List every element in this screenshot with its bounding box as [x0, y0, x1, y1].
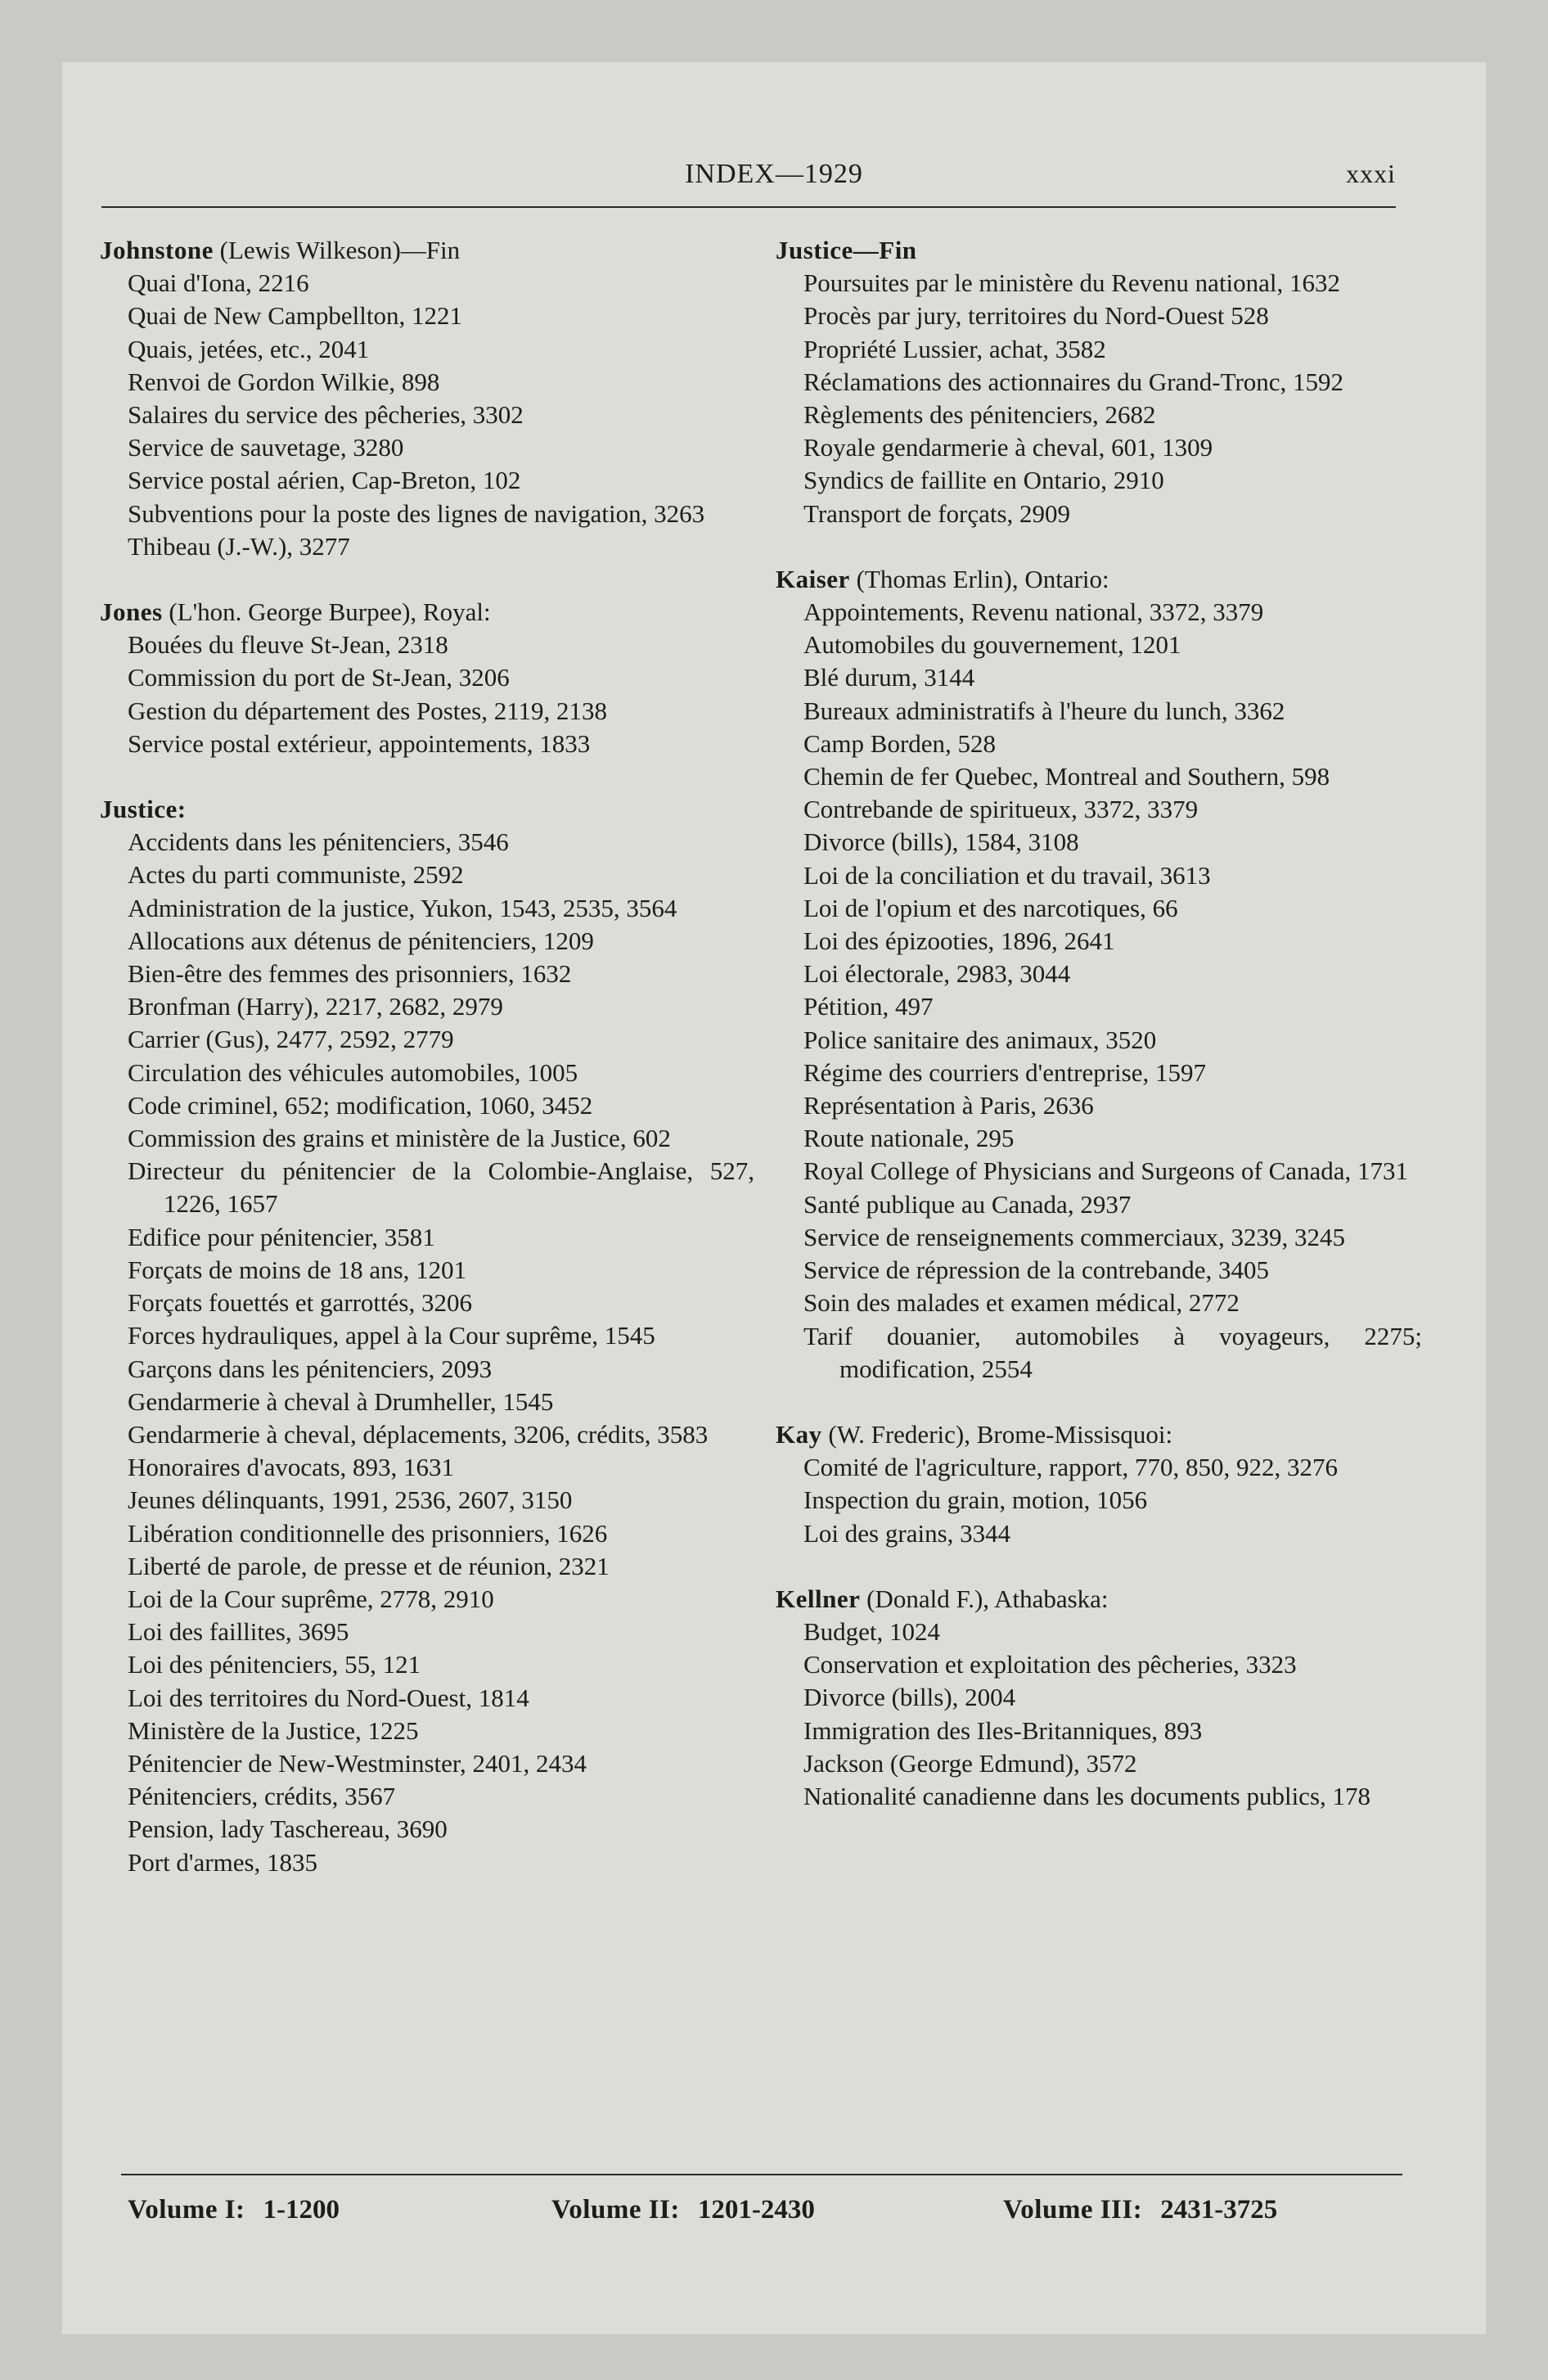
- subentry: Nationalité canadienne dans les documents publics, 178: [803, 1781, 1371, 1810]
- subentry: Réclamations des actionnaires du Grand-Tronc, 1592: [803, 367, 1344, 396]
- subentry: Bouées du fleuve St-Jean, 2318: [128, 630, 448, 660]
- index-entry: [776, 1583, 1422, 1813]
- subentry: Transport de forçats, 2909: [803, 498, 1071, 528]
- index-entry: [100, 234, 754, 563]
- subentry: Conservation et exploitation des pêcheries, 3323: [803, 1650, 1297, 1679]
- page-number: xxxi: [1346, 159, 1396, 188]
- subentry: Budget, 1024: [803, 1616, 941, 1646]
- page: [62, 62, 1486, 2334]
- index-entry: [100, 596, 754, 760]
- footer-rule: [121, 2174, 1402, 2175]
- subentry: Liberté de parole, de presse et de réunion, 2321: [128, 1551, 610, 1580]
- subentry: Loi de l'opium et des narcotiques, 66: [803, 893, 1178, 922]
- entry-detail: (Donald F.), Athabaska:: [860, 1584, 1109, 1613]
- volume-1: [128, 2195, 340, 2225]
- entry-subitems: [100, 629, 754, 760]
- subentry: Tarif douanier, automobiles à voyageurs, 2275; modification, 2554: [803, 1321, 1422, 1383]
- subentry: Automobiles du gouvernement, 1201: [803, 630, 1181, 660]
- entry-name: Justice:: [100, 795, 187, 824]
- subentry: Renvoi de Gordon Wilkie, 898: [128, 367, 440, 396]
- subentry: Jeunes délinquants, 1991, 2536, 2607, 3150: [128, 1485, 573, 1515]
- subentry: Immigration des Iles-Britanniques, 893: [803, 1715, 1203, 1745]
- subentry: Route nationale, 295: [803, 1124, 1015, 1153]
- subentry: Thibeau (J.-W.), 3277: [128, 531, 350, 561]
- subentry: Bien-être des femmes des prisonniers, 1632: [128, 959, 572, 989]
- subentry: Administration de la justice, Yukon, 1543, 2535, 3564: [128, 893, 677, 922]
- entry-heading: [776, 1583, 1422, 1616]
- subentry: Gendarmerie à cheval, déplacements, 3206, crédits, 3583: [128, 1419, 709, 1449]
- subentry: Bronfman (Harry), 2217, 2682, 2979: [128, 992, 503, 1021]
- subentry: Chemin de fer Quebec, Montreal and Southern, 598: [803, 762, 1330, 791]
- entry-subitems: [100, 826, 754, 1879]
- subentry: Code criminel, 652; modification, 1060, 3452: [128, 1090, 593, 1120]
- index-entry: [776, 234, 1422, 530]
- entry-detail: (Thomas Erlin), Ontario:: [849, 564, 1109, 593]
- index-entry: [776, 563, 1422, 1386]
- subentry: Subventions pour la poste des lignes de navigation, 3263: [128, 498, 705, 528]
- subentry: Loi électorale, 2983, 3044: [803, 959, 1071, 989]
- subentry: Pénitencier de New-Westminster, 2401, 2434: [128, 1748, 587, 1778]
- subentry: Service postal aérien, Cap-Breton, 102: [128, 466, 521, 495]
- subentry: Commission des grains et ministère de la Justice, 602: [128, 1124, 671, 1153]
- subentry: Inspection du grain, motion, 1056: [803, 1485, 1148, 1515]
- subentry: Comité de l'agriculture, rapport, 770, 850, 922, 3276: [803, 1453, 1339, 1482]
- subentry: Salaires du service des pêcheries, 3302: [128, 400, 524, 430]
- subentry: Loi des territoires du Nord-Ouest, 1814: [128, 1683, 529, 1712]
- volume-label: Volume III:: [1003, 2195, 1143, 2224]
- subentry: Police sanitaire des animaux, 3520: [803, 1025, 1157, 1054]
- entry-name: Kay: [776, 1419, 822, 1449]
- subentry: Service de renseignements commerciaux, 3239, 3245: [803, 1222, 1345, 1251]
- subentry: Règlements des pénitenciers, 2682: [803, 400, 1156, 430]
- subentry: Divorce (bills), 1584, 3108: [803, 827, 1079, 857]
- subentry: Bureaux administratifs à l'heure du lunch, 3362: [803, 696, 1285, 725]
- entry-name: Kellner: [776, 1584, 861, 1613]
- subentry: Gestion du département des Postes, 2119, 2138: [128, 696, 608, 725]
- subentry: Jackson (George Edmund), 3572: [803, 1748, 1137, 1778]
- entry-subitems: [100, 267, 754, 563]
- subentry: Loi des grains, 3344: [803, 1518, 1011, 1548]
- subentry: Royal College of Physicians and Surgeons of Canada, 1731: [803, 1156, 1409, 1186]
- entry-heading: [100, 234, 754, 267]
- subentry: Service de sauvetage, 3280: [128, 433, 404, 462]
- subentry: Soin des malades et examen médical, 2772: [803, 1288, 1240, 1318]
- subentry: Loi des faillites, 3695: [128, 1617, 349, 1647]
- entry-heading: [100, 793, 754, 826]
- subentry: Camp Borden, 528: [803, 728, 997, 758]
- header-rule: [101, 206, 1396, 208]
- subentry: Appointements, Revenu national, 3372, 3379: [803, 597, 1264, 627]
- subentry: Loi des pénitenciers, 55, 121: [128, 1650, 421, 1679]
- entry-name: Jones: [100, 597, 163, 627]
- subentry: Procès par jury, territoires du Nord-Ouest 528: [803, 301, 1269, 331]
- subentry: Garçons dans les pénitenciers, 2093: [128, 1354, 493, 1383]
- subentry: Loi des épizooties, 1896, 2641: [803, 926, 1115, 956]
- entry-detail: (W. Frederic), Brome-Missisquoi:: [821, 1419, 1173, 1449]
- entry-heading: [776, 563, 1422, 596]
- subentry: Royale gendarmerie à cheval, 601, 1309: [803, 433, 1213, 462]
- entry-detail: (L'hon. George Burpee), Royal:: [162, 597, 491, 627]
- volume-3: [1003, 2195, 1277, 2225]
- subentry: Actes du parti communiste, 2592: [128, 860, 464, 890]
- entry-name: Kaiser: [776, 564, 850, 593]
- subentry: Santé publique au Canada, 2937: [803, 1189, 1132, 1219]
- entry-heading: [776, 234, 1422, 267]
- subentry: Commission du port de St-Jean, 3206: [128, 663, 510, 692]
- subentry: Pénitenciers, crédits, 3567: [128, 1782, 396, 1811]
- subentry: Syndics de faillite en Ontario, 2910: [803, 466, 1164, 495]
- entry-heading: [776, 1418, 1422, 1451]
- entry-name: Johnstone: [100, 236, 214, 264]
- subentry: Forçats de moins de 18 ans, 1201: [128, 1255, 467, 1284]
- subentry: Régime des courriers d'entreprise, 1597: [803, 1057, 1206, 1087]
- subentry: Accidents dans les pénitenciers, 3546: [128, 827, 509, 857]
- volume-label: Volume I:: [128, 2195, 245, 2224]
- subentry: Quai de New Campbellton, 1221: [128, 301, 462, 331]
- subentry: Service de répression de la contrebande, 3405: [803, 1255, 1269, 1285]
- volume-range: 2431-3725: [1160, 2195, 1278, 2224]
- subentry: Loi de la Cour suprême, 2778, 2910: [128, 1584, 494, 1613]
- subentry: Carrier (Gus), 2477, 2592, 2779: [128, 1025, 454, 1054]
- subentry: Quai d'Iona, 2216: [128, 268, 309, 298]
- subentry: Pétition, 497: [803, 992, 934, 1021]
- index-entry: [100, 793, 754, 1879]
- entry-name: Justice—Fin: [776, 236, 917, 264]
- volume-range: 1-1200: [263, 2195, 340, 2224]
- subentry: Représentation à Paris, 2636: [803, 1091, 1094, 1120]
- subentry: Edifice pour pénitencier, 3581: [128, 1222, 435, 1251]
- subentry: Blé durum, 3144: [803, 663, 975, 692]
- subentry: Forces hydrauliques, appel à la Cour suprême, 1545: [128, 1321, 655, 1350]
- subentry: Contrebande de spiritueux, 3372, 3379: [803, 795, 1199, 824]
- subentry: Divorce (bills), 2004: [803, 1683, 1016, 1712]
- subentry: Honoraires d'avocats, 893, 1631: [128, 1453, 455, 1482]
- subentry: Libération conditionnelle des prisonniers, 1626: [128, 1518, 608, 1548]
- entry-subitems: [776, 596, 1422, 1386]
- subentry: Service postal extérieur, appointements, 1833: [128, 728, 591, 758]
- running-title: INDEX—1929: [685, 159, 863, 189]
- index-entry: [776, 1418, 1422, 1550]
- subentry: Gendarmerie à cheval à Drumheller, 1545: [128, 1386, 554, 1416]
- subentry: Allocations aux détenus de pénitenciers, 1209: [128, 926, 594, 955]
- entry-subitems: [776, 267, 1422, 530]
- volume-label: Volume II:: [551, 2195, 680, 2224]
- index-column-left: [100, 234, 754, 1912]
- subentry: Propriété Lussier, achat, 3582: [803, 334, 1106, 363]
- subentry: Poursuites par le ministère du Revenu national, 1632: [803, 268, 1341, 298]
- subentry: Circulation des véhicules automobiles, 1005: [128, 1057, 578, 1087]
- volume-range: 1201-2430: [697, 2195, 815, 2224]
- subentry: Quais, jetées, etc., 2041: [128, 334, 370, 363]
- entry-detail: (Lewis Wilkeson)—Fin: [213, 236, 461, 264]
- subentry: Loi de la conciliation et du travail, 3613: [803, 860, 1211, 890]
- entry-subitems: [776, 1616, 1422, 1813]
- entry-subitems: [776, 1451, 1422, 1550]
- subentry: Forçats fouettés et garrottés, 3206: [128, 1288, 472, 1318]
- index-column-right: [776, 234, 1422, 1846]
- subentry: Port d'armes, 1835: [128, 1847, 318, 1877]
- subentry: Pension, lady Taschereau, 3690: [128, 1814, 448, 1844]
- subentry: Ministère de la Justice, 1225: [128, 1715, 419, 1745]
- volume-2: [551, 2195, 815, 2225]
- entry-heading: [100, 596, 754, 629]
- subentry: Directeur du pénitencier de la Colombie-Anglaise, 527, 1226, 1657: [128, 1156, 754, 1219]
